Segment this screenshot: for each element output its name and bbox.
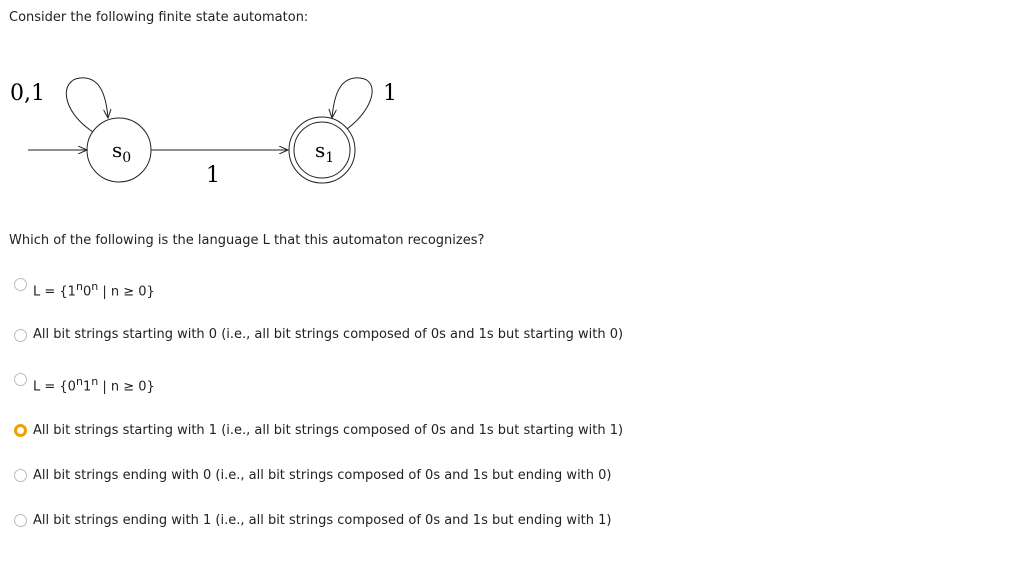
option-radio-4-selected[interactable]: [14, 424, 27, 437]
option-label-3: $L = \{0^n1^n$ | n ≥ 0}: [33, 375, 155, 395]
option-label-6: All bit strings ending with 1 (i.e., all bit strings composed of 0s and 1s but ending with 1): [33, 513, 612, 528]
state-s0-label: $s_0$: [112, 138, 132, 166]
option-label-4: All bit strings starting with 1 (i.e., all bit strings composed of 0s and 1s but starting with 1): [33, 423, 624, 438]
option-radio-1[interactable]: [14, 278, 27, 291]
option-radio-3[interactable]: [14, 373, 27, 386]
option-radio-6[interactable]: [14, 514, 27, 527]
automaton-diagram: [0, 70, 420, 190]
option-radio-5[interactable]: [14, 469, 27, 482]
option-radio-2[interactable]: [14, 329, 27, 342]
question-text: Which of the following is the language L that this automaton recognizes?: [9, 233, 485, 248]
edge-label: 1: [206, 163, 220, 188]
loop-s1-label: 1: [383, 81, 397, 106]
intro-text: Consider the following finite state automaton:: [9, 10, 309, 25]
loop-s0: [66, 78, 108, 132]
option-label-2: All bit strings starting with 0 (i.e., all bit strings composed of 0s and 1s but starting with 0): [33, 327, 624, 342]
option-label-5: All bit strings ending with 0 (i.e., all bit strings composed of 0s and 1s but ending with 0): [33, 468, 612, 483]
loop-s0-label: 0,1: [10, 81, 45, 106]
option-label-1: $L = \{1^n0^n$ | n ≥ 0}: [33, 280, 155, 300]
state-s1-label: $s_1$: [315, 138, 335, 166]
